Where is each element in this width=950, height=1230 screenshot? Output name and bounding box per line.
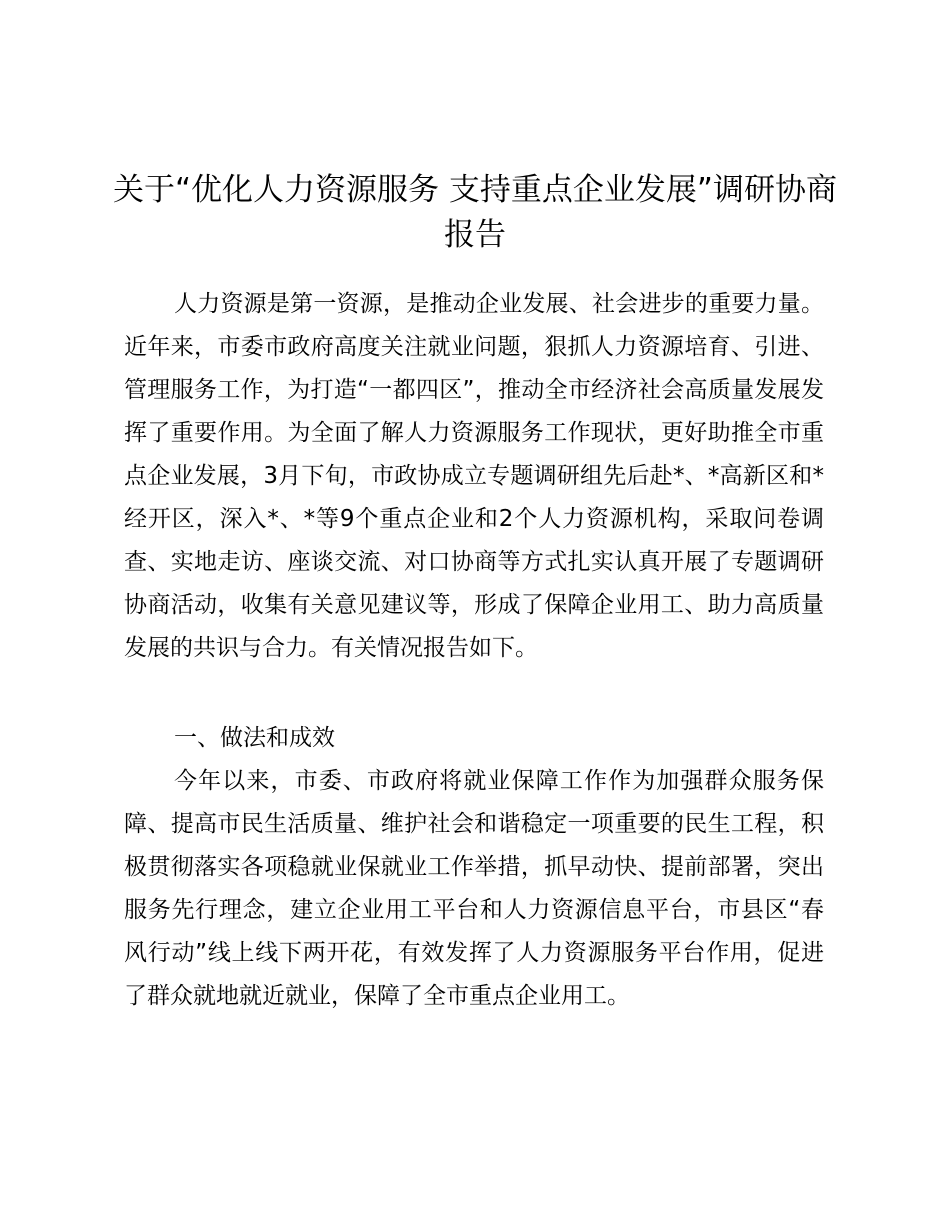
intro-paragraph: 人力资源是第一资源，是推动企业发展、社会进步的重要力量。近年来，市委市政府高度关注就业问题，狠抓人力资源培育、引进、管理服务工作，为打造“一都四区”，推动全市经济社会高质量发展发挥了重要作用。为全面了解人力资源服务工作现状，更好助推全市重点企业发展，3月下旬，市政协成立专题调研组先后赴*、*高新区和*经开区，深入*、*等9个重点企业和2个人力资源机构，采取问卷调查、实地走访、座谈交流、对口协商等方式扎实认真开展了专题调研协商活动，收集有关意见建议等，形成了保障企业用工、助力高质量发展的共识与合力。有关情况报告如下。 [124,291,824,661]
document-title: 关于“优化人力资源服务 支持重点企业发展”调研协商报告 [113,172,837,253]
section-paragraph: 今年以来，市委、市政府将就业保障工作作为加强群众服务保障、提高市民生活质量、维护社会和谐稳定一项重要的民生工程，积极贯彻落实各项稳就业保就业工作举措，抓早动快、提前部署，突出服务先行理念，建立企业用工平台和人力资源信息平台，市县区“春风行动”线上线下两开花，有效发挥了人力资源服务平台作用，促进了群众就地就近就业，保障了全市重点企业用工。 [124,768,824,1009]
section-heading: 一、做法和成效 [174,725,335,751]
